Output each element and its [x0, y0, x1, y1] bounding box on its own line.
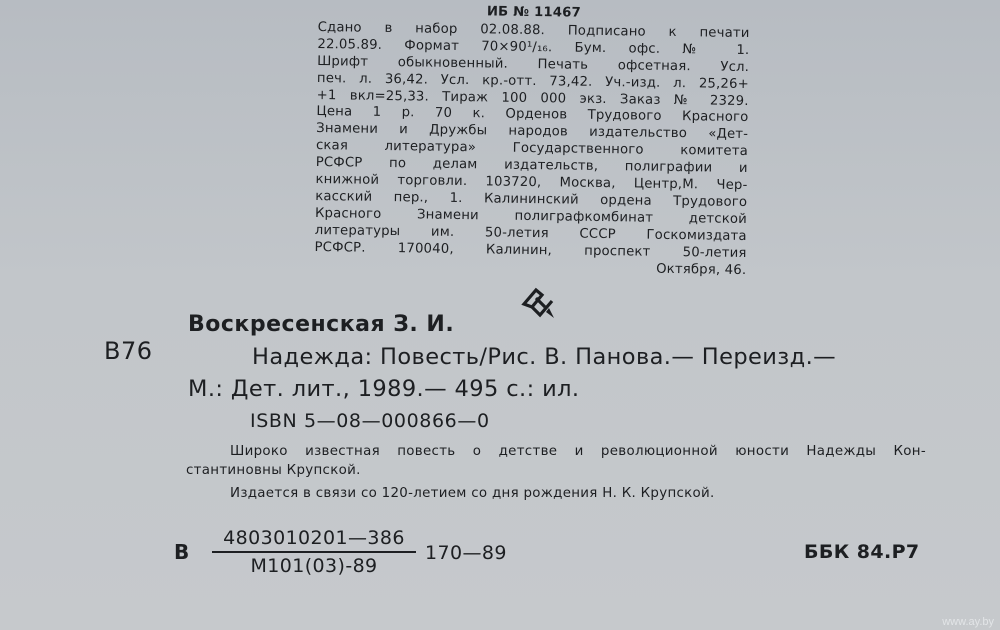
bottom-letter: В: [174, 540, 190, 564]
publisher-logo-icon: [518, 282, 558, 322]
imprint-line: Красного Знамени полиграфкомбинат детской: [314, 205, 748, 227]
imprint-line: +1 вкл=25,33. Тираж 100 000 экз. Заказ № 2329.: [316, 87, 749, 109]
imprint-line: РСФСР по делам издательств, полиграфии и: [315, 155, 748, 177]
annotation-note: Издается в связи со 120-летием со дня рождения Н. К. Крупской.: [230, 486, 715, 501]
annotation: [186, 442, 926, 480]
imprint-line: 22.05.89. Формат 70×90¹/₁₆. Бум. офс. № 1.: [317, 36, 750, 58]
bibliographic-line-2: М.: Дет. лит., 1989.— 495 с.: ил.: [188, 376, 580, 402]
classification-fraction: [212, 527, 416, 577]
fraction-denominator: М101(03)-89: [250, 555, 378, 577]
fraction-code: 170—89: [425, 542, 507, 564]
imprint-line: литературы им. 50-летия СССР Госкомиздата: [314, 222, 747, 244]
bbk-index: ББК 84.Р7: [804, 541, 920, 563]
annotation-line: Широко известная повесть о детстве и революционной юности Надежды Кон-: [230, 444, 926, 459]
imprint-line: ская литература» Государственного комитета: [315, 138, 749, 160]
catalog-code: В76: [104, 337, 153, 365]
imprint-line: печ. л. 36,42. Усл. кр.-отт. 73,42. Уч.-изд. л. 25,26+: [316, 70, 749, 92]
annotation-line: стантиновны Крупской.: [186, 463, 361, 478]
imprint-block: [314, 2, 750, 280]
imprint-line: РСФСР. 170040, Калинин, проспект 50-летия: [314, 239, 747, 261]
fraction-bar: [212, 551, 416, 553]
imprint-line: Сдано в набор 02.08.88. Подписано к печати: [317, 19, 750, 41]
bibliographic-line-1: Надежда: Повесть/Рис. В. Панова.— Переизд.—: [252, 344, 837, 370]
ib-number: ИБ № 11467: [486, 4, 581, 21]
imprint-line: Шрифт обыкновенный. Печать офсетная. Усл.: [317, 53, 750, 75]
watermark: www.ay.by: [942, 616, 994, 628]
fraction-numerator: 4803010201—386: [223, 527, 405, 549]
imprint-line: Октября, 46.: [656, 261, 747, 278]
imprint-line: Знамени и Дружбы народов издательство «Дет-: [316, 121, 749, 143]
imprint-line: касский пер., 1. Калининский ордена Трудового: [315, 188, 748, 210]
imprint-line: книжной торговли. 103720, Москва, Центр,М. Чер-: [315, 172, 748, 194]
author-name: Воскресенская З. И.: [188, 312, 455, 337]
imprint-line: Цена 1 р. 70 к. Орденов Трудового Красного: [316, 104, 749, 126]
isbn: ISBN 5—08—000866—0: [250, 410, 490, 432]
